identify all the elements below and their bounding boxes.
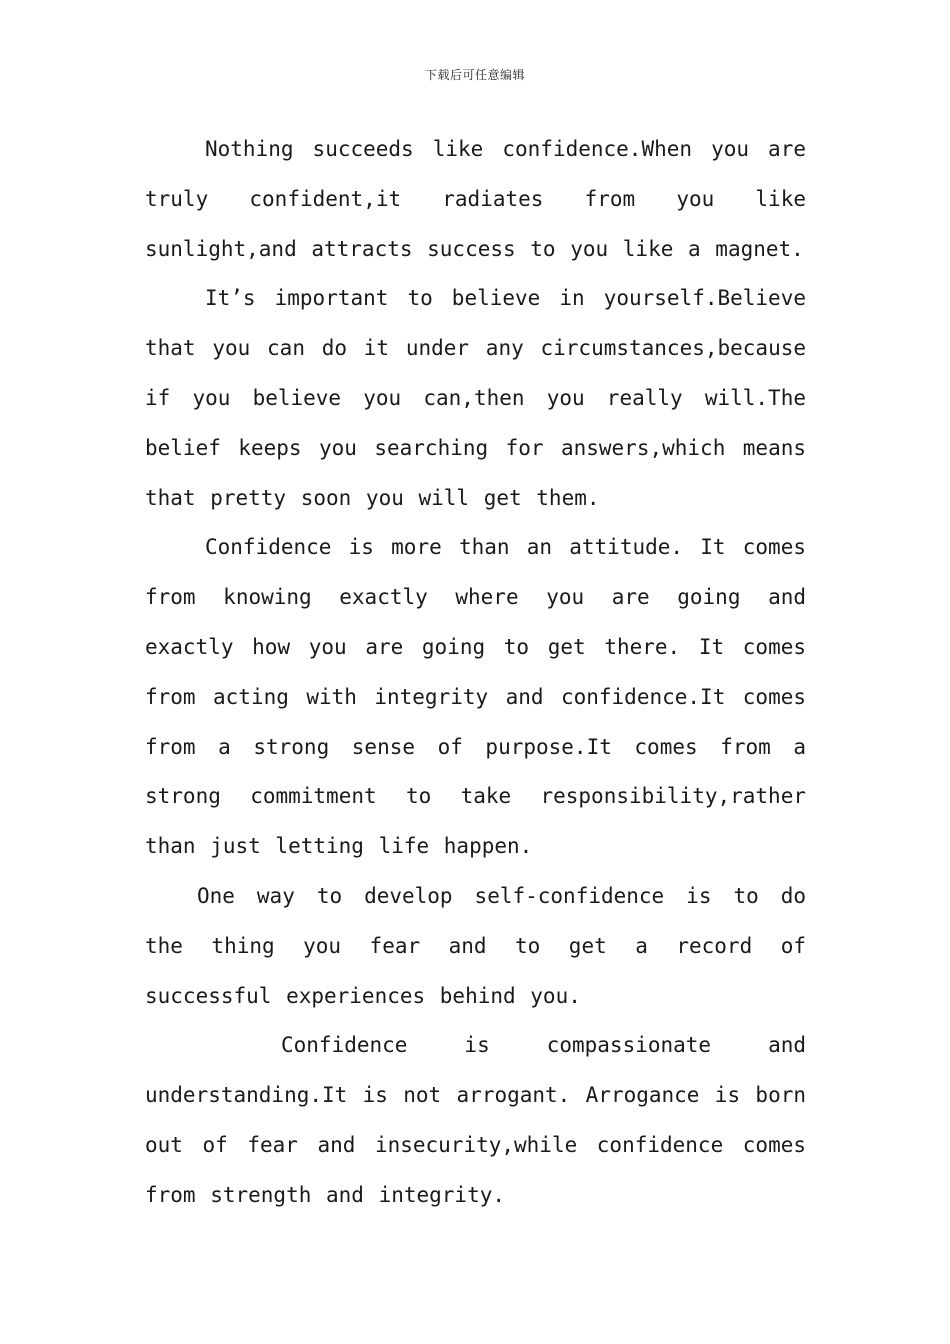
paragraph-confidence-compassionate: Confidence is compassionate and understanding.It is not arrogant. Arrogance is born out of fear and insecurity,while confidence comes from strength and integrity. — [145, 1033, 806, 1207]
page-header-note: 下载后可任意编辑 — [424, 68, 525, 82]
paragraph-confidence-attitude: Confidence is more than an attitude. It comes from knowing exactly where you are going and exactly how you are going to get there. It comes from acting with integrity and confidence.It comes from a strong sense of purpose.It comes from a strong commitment to take responsibility,rather than just letting life happen. — [145, 535, 806, 859]
paragraph-believe-yourself: It’s important to believe in yourself.Believe that you can do it under any circumstances,because if you believe you can,then you really will.The belief keeps you searching for answers,which means that pretty soon you will get them. — [145, 286, 806, 510]
document-body — [145, 125, 806, 1221]
paragraph-confidence-success: Nothing succeeds like confidence.When you are truly confident,it radiates from you like sunlight,and attracts success to you like a magnet. — [145, 137, 806, 261]
paragraph-develop-self-confidence: One way to develop self-confidence is to do the thing you fear and to get a record of successful experiences behind you. — [145, 883, 806, 1008]
